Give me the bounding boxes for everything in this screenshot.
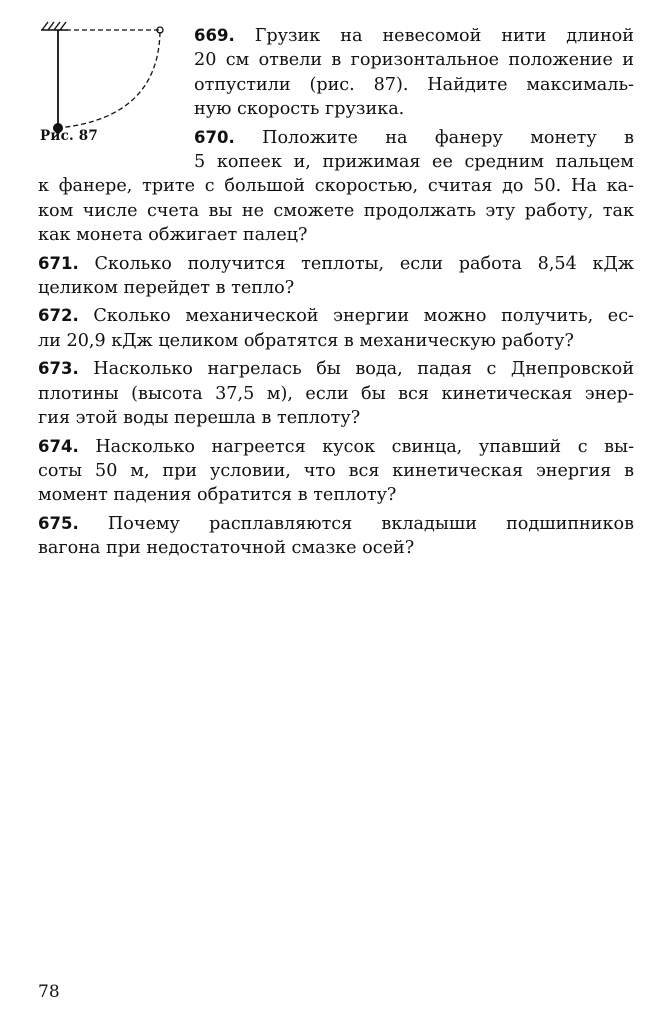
problem-669: [38, 24, 634, 122]
problem-line: [38, 435, 634, 459]
problem-line: [38, 512, 634, 536]
problems-text: [38, 24, 634, 565]
problem-number: 669.: [194, 26, 235, 45]
problem-line: как монета обжигает палец?: [38, 225, 308, 246]
problem-text: Насколько нагреется кусок свинца, упавший с вы-: [95, 436, 635, 457]
figure-caption: Рис. 87: [40, 128, 98, 144]
problem-672: [38, 304, 634, 353]
problem-line: [38, 357, 634, 381]
problem-671: [38, 252, 634, 301]
problem-line: к фанере, трите с большой скоростью, считая до 50. На ка-: [38, 176, 634, 197]
problem-line: плотины (высота 37,5 м), если бы вся кинетическая энер-: [38, 383, 634, 404]
problem-text: Насколько нагрелась бы вода, падая с Днепровской: [93, 359, 634, 380]
problem-text: Сколько механической энергии можно получить, ес-: [93, 306, 635, 327]
problem-674: [38, 435, 634, 508]
problem-673: [38, 357, 634, 430]
problem-text: Сколько получится теплоты, если работа 8,54 кДж: [94, 253, 635, 274]
problem-number: 672.: [38, 306, 79, 326]
problem-text: Почему расплавляются вкладыши подшипников: [107, 513, 634, 534]
problem-line: [194, 24, 634, 48]
problem-670: [38, 126, 634, 248]
problem-line: ли 20,9 кДж целиком обратятся в механическую работу?: [38, 330, 574, 351]
problem-text: Грузик на невесомой нити длиной: [254, 26, 635, 46]
problem-line: соты 50 м, при условии, что вся кинетическая энергия в: [38, 460, 634, 481]
problem-number: 674.: [38, 436, 79, 456]
problem-line: ную скорость грузика.: [194, 99, 405, 120]
problem-line: [194, 126, 634, 150]
problem-line: момент падения обратится в теплоту?: [38, 485, 397, 506]
problem-line: гия этой воды перешла в теплоту?: [38, 408, 361, 429]
problem-line: отпустили (рис. 87). Найдите максималь-: [194, 74, 634, 95]
page-number: 78: [38, 982, 60, 1002]
problem-line: [38, 252, 634, 276]
problem-number: 670.: [194, 127, 235, 147]
problem-number: 673.: [38, 359, 79, 379]
problem-number: 675.: [38, 513, 79, 533]
problem-line: вагона при недостаточной смазке осей?: [38, 538, 415, 559]
problem-line: 5 копеек и, прижимая ее средним пальцем: [194, 152, 634, 173]
problem-675: [38, 512, 634, 561]
problem-line: ком числе счета вы не сможете продолжать эту работу, так: [38, 200, 634, 221]
problem-line: целиком перейдет в тепло?: [38, 278, 295, 299]
problem-line: [38, 304, 634, 328]
problem-text: Положите на фанеру монету в: [262, 127, 635, 148]
problem-line: 20 см отвели в горизонтальное положение и: [194, 50, 634, 71]
problem-number: 671.: [38, 253, 79, 273]
